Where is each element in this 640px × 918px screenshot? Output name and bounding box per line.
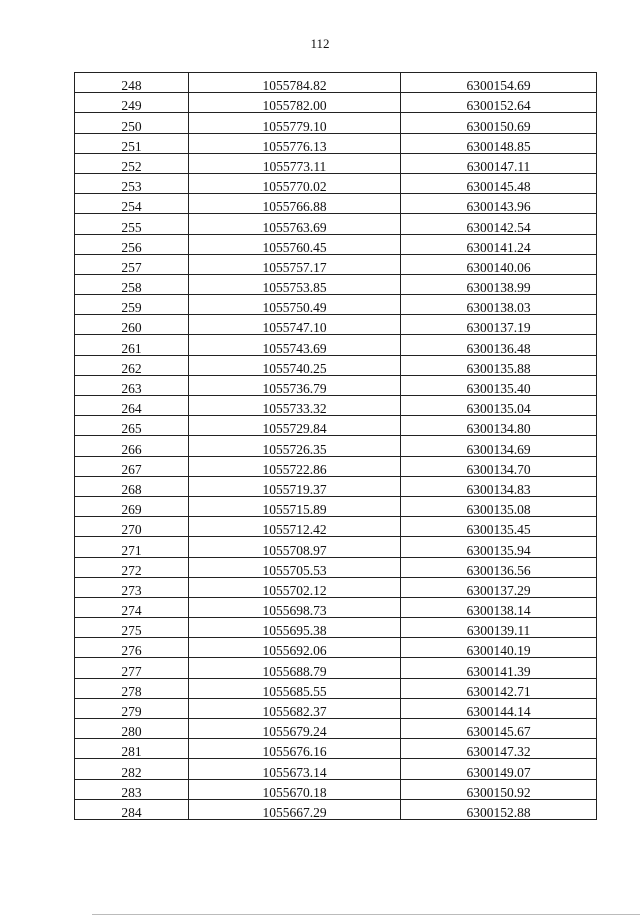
- table-row: [75, 577, 597, 597]
- table-row: [75, 557, 597, 577]
- point-number-cell: 251: [75, 133, 189, 153]
- y-coordinate-cell: 6300135.08: [401, 496, 597, 516]
- table-row: [75, 254, 597, 274]
- x-coordinate-cell: 1055688.79: [189, 658, 401, 678]
- x-coordinate-cell: 1055667.29: [189, 799, 401, 819]
- table-row: [75, 295, 597, 315]
- table-row: [75, 214, 597, 234]
- point-number-cell: 261: [75, 335, 189, 355]
- table-row: [75, 759, 597, 779]
- x-coordinate-cell: 1055736.79: [189, 375, 401, 395]
- x-coordinate-cell: 1055766.88: [189, 194, 401, 214]
- point-number-cell: 268: [75, 476, 189, 496]
- x-coordinate-cell: 1055670.18: [189, 779, 401, 799]
- y-coordinate-cell: 6300150.92: [401, 779, 597, 799]
- x-coordinate-cell: 1055679.24: [189, 719, 401, 739]
- y-coordinate-cell: 6300145.67: [401, 719, 597, 739]
- point-number-cell: 277: [75, 658, 189, 678]
- y-coordinate-cell: 6300136.48: [401, 335, 597, 355]
- table-row: [75, 638, 597, 658]
- y-coordinate-cell: 6300137.19: [401, 315, 597, 335]
- x-coordinate-cell: 1055747.10: [189, 315, 401, 335]
- y-coordinate-cell: 6300140.06: [401, 254, 597, 274]
- table-row: [75, 618, 597, 638]
- point-number-cell: 248: [75, 73, 189, 93]
- y-coordinate-cell: 6300138.03: [401, 295, 597, 315]
- point-number-cell: 264: [75, 396, 189, 416]
- x-coordinate-cell: 1055673.14: [189, 759, 401, 779]
- y-coordinate-cell: 6300152.88: [401, 799, 597, 819]
- y-coordinate-cell: 6300138.14: [401, 597, 597, 617]
- point-number-cell: 266: [75, 436, 189, 456]
- point-number-cell: 275: [75, 618, 189, 638]
- y-coordinate-cell: 6300139.11: [401, 618, 597, 638]
- table-row: [75, 173, 597, 193]
- table-row: [75, 73, 597, 93]
- y-coordinate-cell: 6300141.39: [401, 658, 597, 678]
- point-number-cell: 250: [75, 113, 189, 133]
- x-coordinate-cell: 1055702.12: [189, 577, 401, 597]
- y-coordinate-cell: 6300152.64: [401, 93, 597, 113]
- table-row: [75, 456, 597, 476]
- y-coordinate-cell: 6300148.85: [401, 133, 597, 153]
- table-row: [75, 698, 597, 718]
- y-coordinate-cell: 6300143.96: [401, 194, 597, 214]
- x-coordinate-cell: 1055698.73: [189, 597, 401, 617]
- x-coordinate-cell: 1055743.69: [189, 335, 401, 355]
- y-coordinate-cell: 6300154.69: [401, 73, 597, 93]
- y-coordinate-cell: 6300135.45: [401, 517, 597, 537]
- table-row: [75, 496, 597, 516]
- table-row: [75, 375, 597, 395]
- x-coordinate-cell: 1055729.84: [189, 416, 401, 436]
- x-coordinate-cell: 1055705.53: [189, 557, 401, 577]
- y-coordinate-cell: 6300140.19: [401, 638, 597, 658]
- point-number-cell: 278: [75, 678, 189, 698]
- point-number-cell: 265: [75, 416, 189, 436]
- y-coordinate-cell: 6300134.83: [401, 476, 597, 496]
- y-coordinate-cell: 6300147.32: [401, 739, 597, 759]
- x-coordinate-cell: 1055722.86: [189, 456, 401, 476]
- table-row: [75, 133, 597, 153]
- point-number-cell: 255: [75, 214, 189, 234]
- x-coordinate-cell: 1055740.25: [189, 355, 401, 375]
- y-coordinate-cell: 6300135.40: [401, 375, 597, 395]
- x-coordinate-cell: 1055750.49: [189, 295, 401, 315]
- x-coordinate-cell: 1055695.38: [189, 618, 401, 638]
- y-coordinate-cell: 6300135.04: [401, 396, 597, 416]
- y-coordinate-cell: 6300134.70: [401, 456, 597, 476]
- y-coordinate-cell: 6300141.24: [401, 234, 597, 254]
- x-coordinate-cell: 1055784.82: [189, 73, 401, 93]
- x-coordinate-cell: 1055757.17: [189, 254, 401, 274]
- point-number-cell: 258: [75, 274, 189, 294]
- table-row: [75, 234, 597, 254]
- coordinate-table-body: [75, 73, 597, 820]
- table-row: [75, 396, 597, 416]
- x-coordinate-cell: 1055782.00: [189, 93, 401, 113]
- table-row: [75, 779, 597, 799]
- point-number-cell: 249: [75, 93, 189, 113]
- y-coordinate-cell: 6300142.54: [401, 214, 597, 234]
- y-coordinate-cell: 6300138.99: [401, 274, 597, 294]
- table-row: [75, 274, 597, 294]
- table-row: [75, 739, 597, 759]
- point-number-cell: 281: [75, 739, 189, 759]
- point-number-cell: 276: [75, 638, 189, 658]
- y-coordinate-cell: 6300142.71: [401, 678, 597, 698]
- point-number-cell: 283: [75, 779, 189, 799]
- point-number-cell: 282: [75, 759, 189, 779]
- x-coordinate-cell: 1055753.85: [189, 274, 401, 294]
- y-coordinate-cell: 6300137.29: [401, 577, 597, 597]
- point-number-cell: 267: [75, 456, 189, 476]
- x-coordinate-cell: 1055692.06: [189, 638, 401, 658]
- table-row: [75, 335, 597, 355]
- x-coordinate-cell: 1055715.89: [189, 496, 401, 516]
- table-row: [75, 517, 597, 537]
- point-number-cell: 274: [75, 597, 189, 617]
- y-coordinate-cell: 6300144.14: [401, 698, 597, 718]
- x-coordinate-cell: 1055682.37: [189, 698, 401, 718]
- x-coordinate-cell: 1055719.37: [189, 476, 401, 496]
- x-coordinate-cell: 1055776.13: [189, 133, 401, 153]
- point-number-cell: 269: [75, 496, 189, 516]
- point-number-cell: 260: [75, 315, 189, 335]
- table-row: [75, 93, 597, 113]
- table-row: [75, 658, 597, 678]
- x-coordinate-cell: 1055770.02: [189, 173, 401, 193]
- point-number-cell: 272: [75, 557, 189, 577]
- point-number-cell: 284: [75, 799, 189, 819]
- x-coordinate-cell: 1055763.69: [189, 214, 401, 234]
- point-number-cell: 253: [75, 173, 189, 193]
- table-row: [75, 416, 597, 436]
- table-row: [75, 719, 597, 739]
- point-number-cell: 273: [75, 577, 189, 597]
- point-number-cell: 257: [75, 254, 189, 274]
- x-coordinate-cell: 1055733.32: [189, 396, 401, 416]
- point-number-cell: 279: [75, 698, 189, 718]
- x-coordinate-cell: 1055726.35: [189, 436, 401, 456]
- point-number-cell: 270: [75, 517, 189, 537]
- table-row: [75, 476, 597, 496]
- x-coordinate-cell: 1055779.10: [189, 113, 401, 133]
- point-number-cell: 252: [75, 153, 189, 173]
- y-coordinate-cell: 6300135.94: [401, 537, 597, 557]
- table-row: [75, 355, 597, 375]
- table-row: [75, 537, 597, 557]
- y-coordinate-cell: 6300149.07: [401, 759, 597, 779]
- scan-edge-line: [92, 914, 640, 915]
- point-number-cell: 280: [75, 719, 189, 739]
- table-row: [75, 315, 597, 335]
- point-number-cell: 259: [75, 295, 189, 315]
- x-coordinate-cell: 1055685.55: [189, 678, 401, 698]
- table-row: [75, 799, 597, 819]
- table-row: [75, 194, 597, 214]
- table-row: [75, 113, 597, 133]
- point-number-cell: 254: [75, 194, 189, 214]
- y-coordinate-cell: 6300136.56: [401, 557, 597, 577]
- table-row: [75, 436, 597, 456]
- x-coordinate-cell: 1055773.11: [189, 153, 401, 173]
- y-coordinate-cell: 6300150.69: [401, 113, 597, 133]
- table-row: [75, 678, 597, 698]
- page-number: 112: [310, 36, 330, 51]
- y-coordinate-cell: 6300134.80: [401, 416, 597, 436]
- x-coordinate-cell: 1055712.42: [189, 517, 401, 537]
- y-coordinate-cell: 6300147.11: [401, 153, 597, 173]
- y-coordinate-cell: 6300134.69: [401, 436, 597, 456]
- table-row: [75, 597, 597, 617]
- point-number-cell: 271: [75, 537, 189, 557]
- x-coordinate-cell: 1055676.16: [189, 739, 401, 759]
- y-coordinate-cell: 6300135.88: [401, 355, 597, 375]
- point-number-cell: 256: [75, 234, 189, 254]
- y-coordinate-cell: 6300145.48: [401, 173, 597, 193]
- x-coordinate-cell: 1055760.45: [189, 234, 401, 254]
- point-number-cell: 263: [75, 375, 189, 395]
- coordinate-table: [74, 72, 597, 820]
- x-coordinate-cell: 1055708.97: [189, 537, 401, 557]
- point-number-cell: 262: [75, 355, 189, 375]
- table-row: [75, 153, 597, 173]
